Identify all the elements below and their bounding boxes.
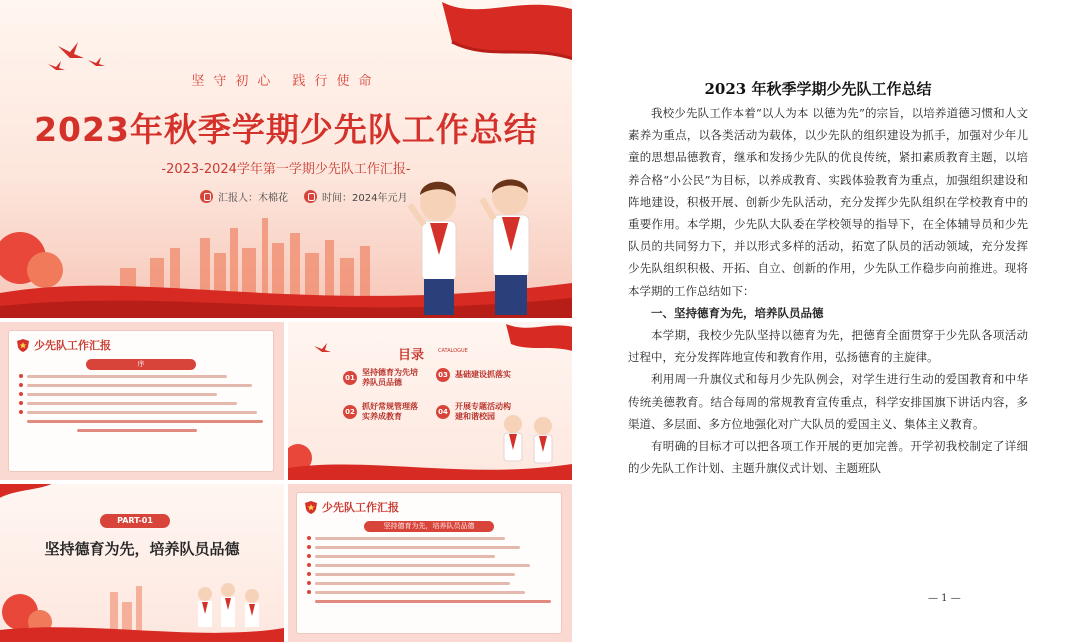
report-card-header: [9, 331, 273, 353]
document-paragraph: 利用周一升旗仪式和每月少先队例会，对学生进行生动的爱国教育和中华传统美德教育。结合每周的常规教育宣传重点，科学安排国旗下讲话内容，多渠道、多层面、多方位地强化对广大队员的爱国主义、集体主义教育。: [628, 372, 1028, 431]
red-flag-icon: [506, 322, 572, 352]
time-text: 时间：2024年元月: [322, 193, 408, 204]
document-paragraph: 本学期，我校少先队坚持以德育为先，把德育全面贯穿于少先队各项活动过程中，充分发挥阵地宣传和教育作用，弘扬德育的主旋律。: [628, 328, 1028, 365]
report-card-header: [297, 493, 561, 515]
report-card-title: 少先队工作汇报: [34, 339, 111, 352]
list-item: [19, 383, 263, 387]
catalogue-item[interactable]: [343, 368, 424, 388]
report-slide-detail[interactable]: [288, 484, 572, 642]
document-title: 2023 年秋季学期少先队工作总结: [704, 80, 932, 98]
list-item: [307, 599, 551, 603]
report-card: [8, 330, 274, 472]
catalogue-slide[interactable]: [288, 322, 572, 480]
list-item: [19, 392, 263, 396]
catalogue-text: 基础建设抓落实: [455, 370, 511, 379]
report-card-title: 少先队工作汇报: [322, 501, 399, 514]
catalogue-subtitle: CATALOGUE: [438, 348, 468, 354]
catalogue-item[interactable]: [436, 368, 517, 382]
red-flag-icon: [0, 484, 56, 506]
list-item: [307, 545, 551, 549]
report-slide[interactable]: [0, 322, 284, 480]
list-item: [19, 374, 263, 378]
reporter-text: 汇报人：木棉花: [218, 193, 288, 204]
pioneer-shield-icon: [305, 501, 317, 514]
list-item: [307, 536, 551, 540]
part-slide[interactable]: [0, 484, 284, 642]
part-badge: PART-01: [100, 514, 170, 528]
cover-slide[interactable]: [0, 0, 572, 318]
catalogue-title: 目录: [398, 348, 425, 363]
page-number: — 1 —: [928, 593, 961, 604]
dove-birds-icon: [310, 340, 340, 360]
list-item: [19, 401, 263, 405]
document-page: [588, 0, 1080, 642]
catalogue-number: 01: [343, 371, 357, 385]
document-paragraph: 我校少先队工作本着“以人为本 以德为先”的宗旨，以培养道德习惯和人文素养为重点，以各类活动为载体，以少先队的组织建设为抓手，加强对少年儿童的思想品德教育，继承和发扬少先队的优良传统，紧扣素质教育主题，以培养合格“小公民”为目标，以养成教育、实践体验教育为重点，加强组织建设和阵地建设，积极开展、创新少先队活动，充分发挥少先队组织在学校教育中的重要作用。本学期，少先队大队委在学校领导的指导下，在全体辅导员和少先队员的共同努力下，并以形式多样的活动，拓宽了队员的活动领域，充分发挥少先队组织积极、开拓、自立、创新的作用，少先队工作稳步向前推进。现将本学期的工作总结如下：: [628, 106, 1028, 298]
catalogue-number: 02: [343, 405, 357, 419]
catalogue-text: 坚持德育为先培养队员品德: [362, 368, 418, 387]
list-item: [307, 554, 551, 558]
list-item: [307, 572, 551, 576]
catalogue-item[interactable]: [343, 402, 424, 422]
list-item: [307, 590, 551, 594]
report-card: [296, 492, 562, 634]
document-body: [628, 102, 1028, 479]
red-flag-icon: [432, 0, 572, 62]
catalogue-number: 03: [436, 368, 450, 382]
list-item: [19, 428, 263, 432]
report-ribbon: 坚持德育为先，培养队员品德: [364, 521, 494, 532]
catalogue-text: 抓好常规管理落实养成教育: [362, 402, 418, 421]
cover-subtitle: -2023-2024学年第一学期少先队工作汇报-: [161, 162, 411, 177]
document-paragraph: 有明确的目标才可以把各项工作开展的更加完善。开学初我校制定了详细的少先队工作计划、主题升旗仪式计划、主题班队: [628, 439, 1028, 476]
catalogue-number: 04: [436, 405, 450, 419]
cover-title: 2023年秋季学期少先队工作总结: [34, 110, 538, 149]
part-title: 坚持德育为先，培养队员品德: [44, 540, 240, 558]
saluting-pioneers-illustration: [390, 165, 565, 315]
pioneers-illustration: [493, 410, 563, 476]
catalogue-text: 开展专题活动构建和谐校园: [455, 402, 511, 421]
cover-slogan: 坚守初心 践行使命: [191, 74, 381, 89]
part-decoration: [0, 572, 284, 642]
pioneer-shield-icon: [17, 339, 29, 352]
report-ribbon: 序: [86, 359, 196, 370]
report-text-lines: [297, 536, 561, 603]
document-heading: 一、坚持德育为先，培养队员品德: [651, 305, 824, 320]
list-item: [19, 419, 263, 423]
list-item: [307, 563, 551, 567]
list-item: [19, 410, 263, 414]
report-text-lines: [9, 374, 273, 432]
list-item: [307, 581, 551, 585]
